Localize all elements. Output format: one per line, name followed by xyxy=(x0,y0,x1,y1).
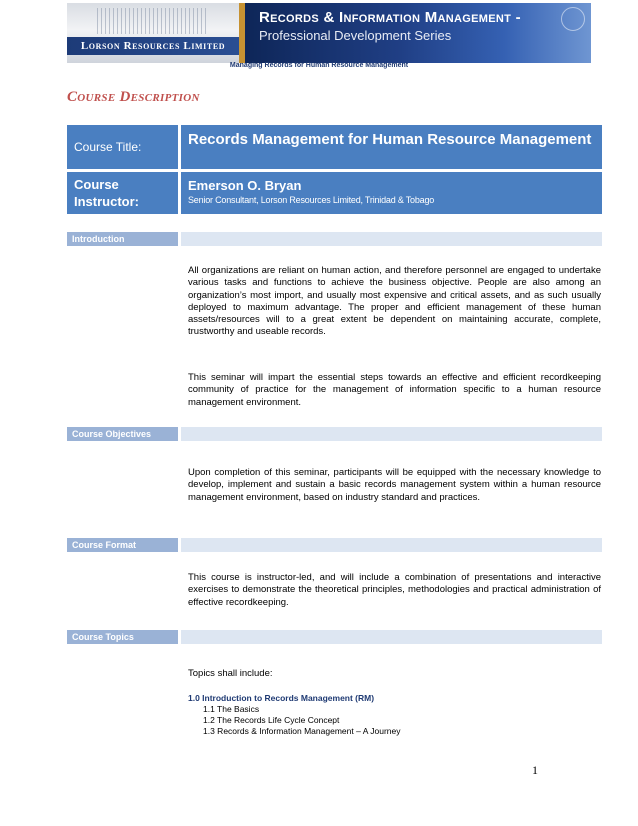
header-caption: Managing Records for Human Resource Management xyxy=(229,62,409,69)
instructor-label-line1: Course xyxy=(74,177,119,192)
format-paragraph: This course is instructor-led, and will include a combination of presentations and interactive exercises to demonstrate the theoretical principles, methodologies and practical administration of effective recordkeeping. xyxy=(188,572,601,608)
instructor-info xyxy=(181,172,602,214)
header-banner xyxy=(67,3,591,63)
instructor-name: Emerson O. Bryan xyxy=(188,178,302,193)
instructor-role: Senior Consultant, Lorson Resources Limited, Trinidad & Tobago xyxy=(188,195,435,205)
logo-emblem-icon xyxy=(97,8,207,34)
topics-intro: Topics shall include: xyxy=(188,668,273,679)
topic-subitem: 1.2 The Records Life Cycle Concept xyxy=(203,715,340,725)
section-label-introduction: Introduction xyxy=(67,232,178,246)
company-logo xyxy=(67,3,239,63)
series-title: Records & Information Management - xyxy=(259,9,521,26)
section-bar-objectives xyxy=(181,427,602,441)
section-bar-topics xyxy=(181,630,602,644)
section-label-objectives: Course Objectives xyxy=(67,427,178,441)
series-banner xyxy=(245,3,591,63)
course-title-label: Course Title: xyxy=(67,125,178,169)
topics-list xyxy=(188,693,601,737)
banner-ornament-icon xyxy=(561,7,585,31)
topic-item: 1.0 Introduction to Records Management (RM) xyxy=(188,693,375,703)
instructor-label-line2: Instructor: xyxy=(74,194,139,209)
section-bar-introduction xyxy=(181,232,602,246)
course-title: Records Management for Human Resource Management xyxy=(181,125,602,169)
topic-subitem: 1.1 The Basics xyxy=(203,704,260,714)
page-number: 1 xyxy=(532,763,538,777)
topic-subitem: 1.3 Records & Information Management – A Journey xyxy=(203,726,401,736)
section-bar-format xyxy=(181,538,602,552)
section-label-topics: Course Topics xyxy=(67,630,178,644)
instructor-label xyxy=(67,172,178,214)
introduction-paragraph-2: This seminar will impart the essential steps towards an effective and efficient recordkeeping community of practice for the management of information specific to a human resource management environment. xyxy=(188,372,601,408)
introduction-paragraph-1: All organizations are reliant on human action, and therefore personnel are engaged to undertake various tasks and functions to achieve the business objective. People are also among an organization’s most import, and usually most expensive and critical assets, and as such usually deployed to maximum advantage. The proper and efficient management of these human assets/resources will to a great extent be dependent on maintaining accurate, complete, trustworthy and useable records. xyxy=(188,265,601,338)
company-name: Lorson Resources Limited xyxy=(67,37,239,55)
objectives-paragraph: Upon completion of this seminar, participants will be equipped with the necessary knowledge to develop, implement and sustain a basic records management system within a human resource management environment, based on industry standard and practices. xyxy=(188,467,601,503)
section-heading: Course Description xyxy=(67,89,200,105)
section-label-format: Course Format xyxy=(67,538,178,552)
series-subtitle: Professional Development Series xyxy=(259,28,452,43)
